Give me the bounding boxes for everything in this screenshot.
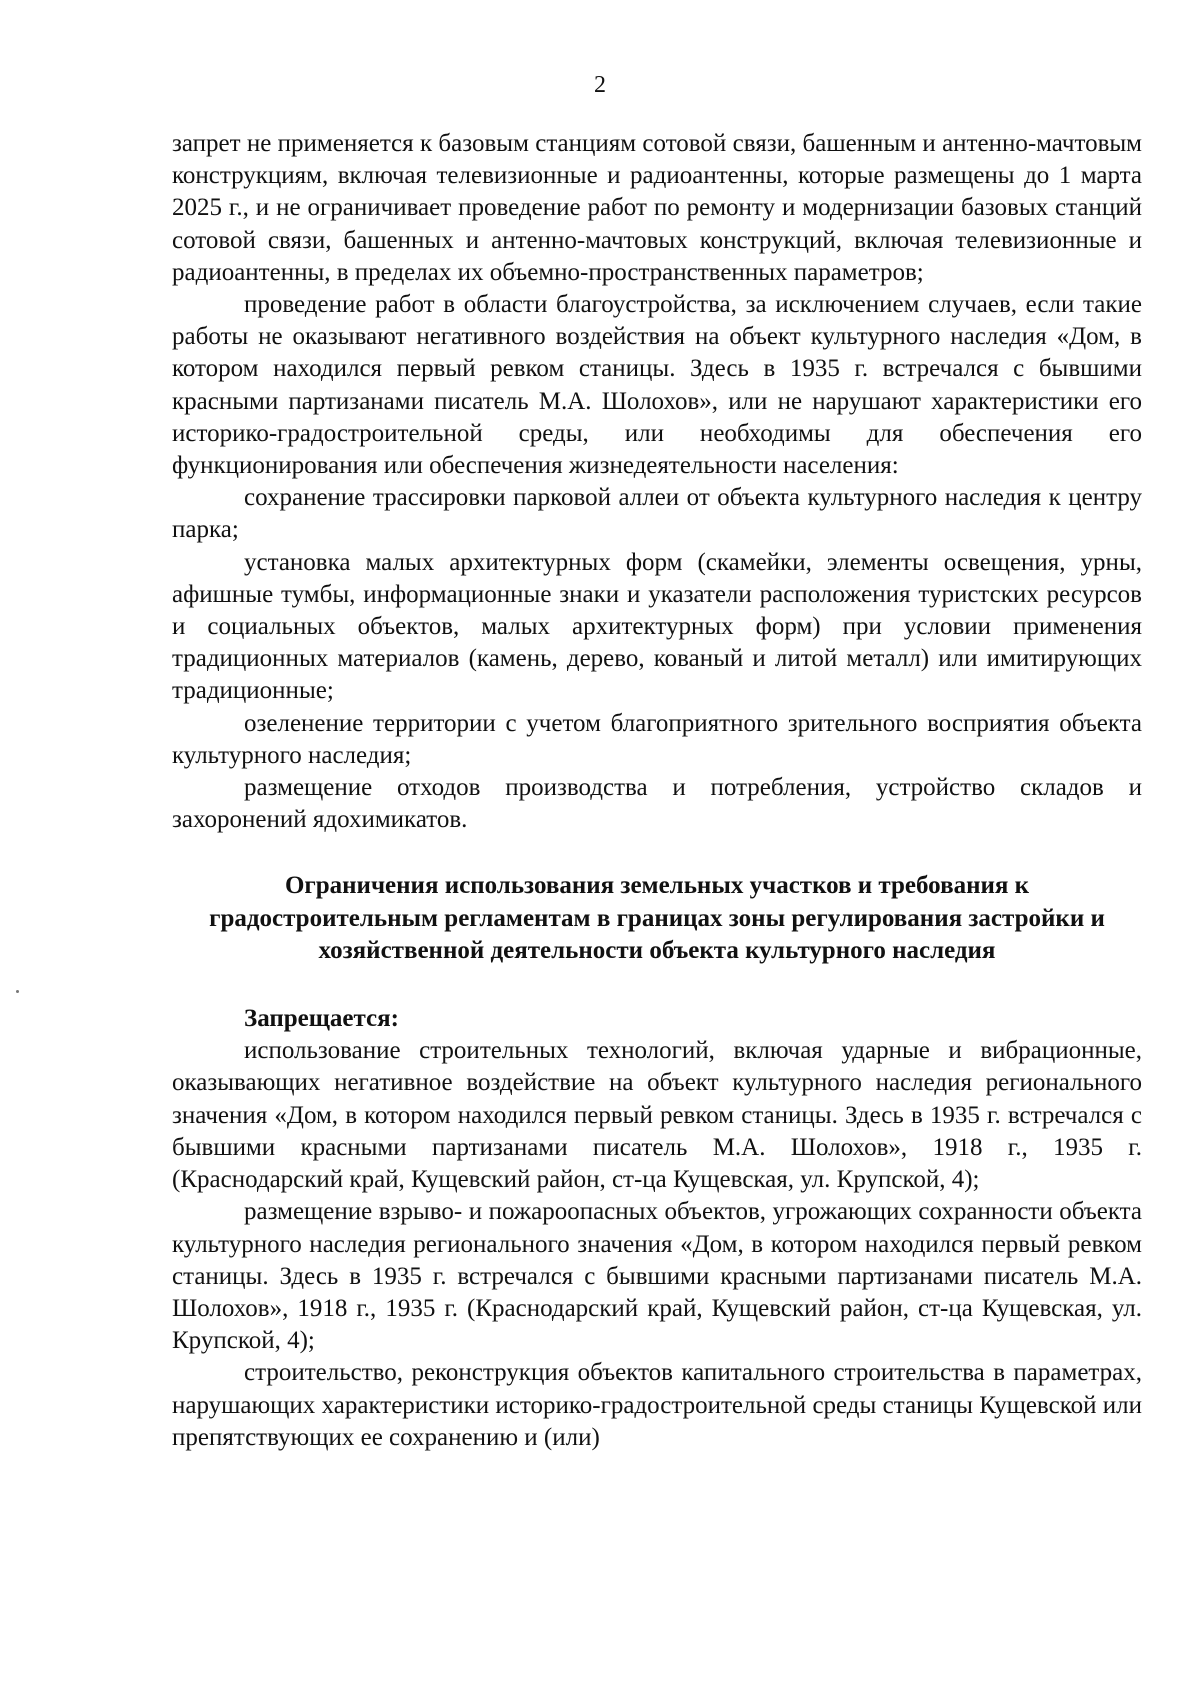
scan-speck	[16, 990, 19, 993]
page-number: 2	[594, 72, 606, 98]
document-body	[172, 128, 1142, 1454]
paragraph: проведение работ в области благоустройства, за исключением случаев, если такие работы не оказывают негативного воздействия на объект культурного наследия «Дом, в котором находился первый ревком станицы. Здесь в 1935 г. встречался с бывшими красными партизанами писатель М.А. Шолохов», или не нарушают характеристики его историко-градостроительной среды, или необходимы для обеспечения его функционирования или обеспечения жизнедеятельности населения:	[172, 291, 1142, 480]
paragraph: размещение отходов производства и потребления, устройство складов и захоронений ядохимикатов.	[172, 774, 1142, 834]
paragraph: строительство, реконструкция объектов капитального строительства в параметрах, нарушающих характеристики историко-градостроительной среды станицы Кущевской или препятствующих ее сохранению и (или)	[172, 1359, 1142, 1451]
prohibited-label: Запрещается:	[244, 1005, 400, 1033]
paragraph: запрет не применяется к базовым станциям сотовой связи, башенным и антенно-мачтовым конструкциям, включая телевизионные и радиоантенны, которые размещены до 1 марта 2025 г., и не ограничивает проведение работ по ремонту и модернизации базовых станций сотовой связи, башенных и антенно-мачтовых конструкций, включая телевизионные и радиоантенны, в пределах их объемно-пространственных параметров;	[172, 130, 1142, 286]
paragraph: установка малых архитектурных форм (скамейки, элементы освещения, урны, афишные тумбы, информационные знаки и указатели расположения туристских ресурсов и социальных объектов, малых архитектурных форм) при условии применения традиционных материалов (камень, дерево, кованый и литой металл) или имитирующих традиционные;	[172, 548, 1142, 705]
paragraph: размещение взрыво- и пожароопасных объектов, угрожающих сохранности объекта культурного наследия регионального значения «Дом, в котором находился первый ревком станицы. Здесь в 1935 г. встречался с бывшими красными партизанами писатель М.А. Шолохов», 1918 г., 1935 г. (Краснодарский край, Кущевский район, ст-ца Кущевская, ул. Крупской, 4);	[172, 1198, 1142, 1355]
section-heading: Ограничения использования земельных участков и требования к градостроительным регламентам в границах зоны регулирования застройки и хозяйственной деятельности объекта культурного наследия	[209, 872, 1105, 964]
paragraph: использование строительных технологий, включая ударные и вибрационные, оказывающих негативное воздействие на объект культурного наследия регионального значения «Дом, в котором находился первый ревком станицы. Здесь в 1935 г. встречался с бывшими красными партизанами писатель М.А. Шолохов», 1918 г., 1935 г. (Краснодарский край, Кущевский район, ст-ца Кущевская, ул. Крупской, 4);	[172, 1037, 1142, 1194]
paragraph: озеленение территории с учетом благоприятного зрительного восприятия объекта культурного наследия;	[172, 709, 1142, 769]
paragraph: сохранение трассировки парковой аллеи от объекта культурного наследия к центру парка;	[172, 484, 1142, 544]
